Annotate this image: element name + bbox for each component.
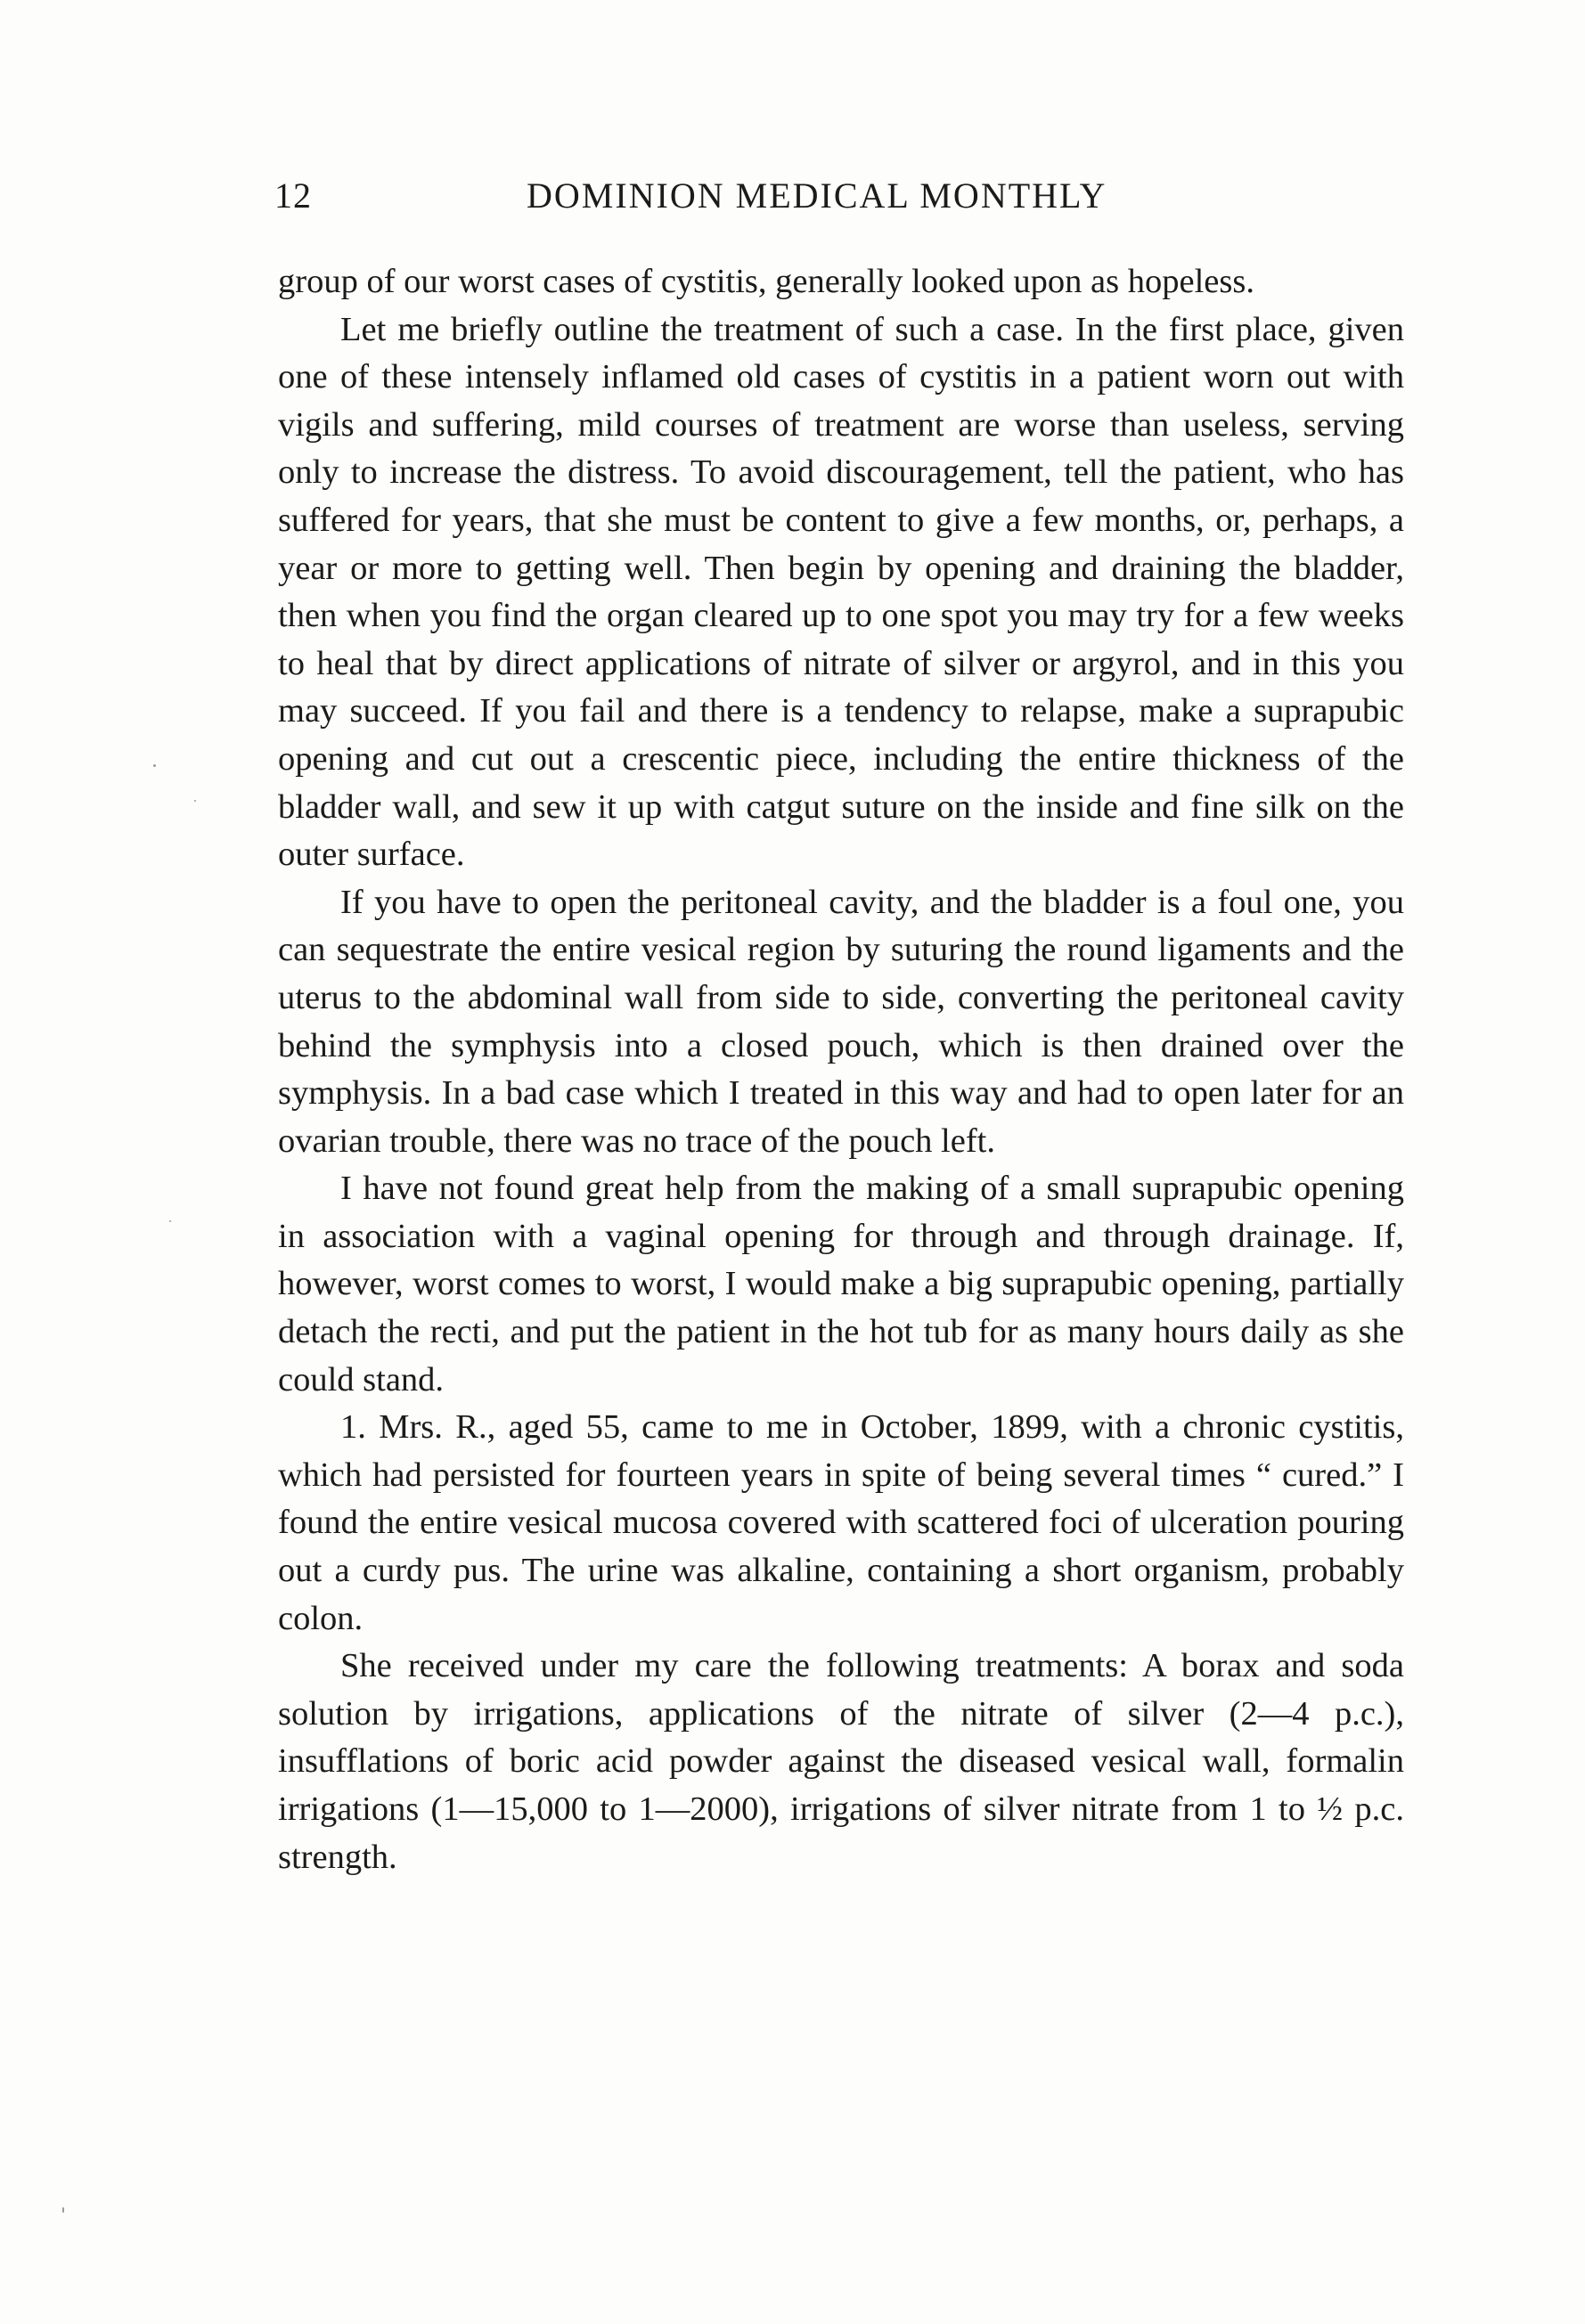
paragraph-continued: group of our worst cases of cystitis, generally looked upon as hopeless. [278,263,1254,300]
journal-title: DOMINION MEDICAL MONTHLY [527,175,1107,216]
paper-speck [62,2207,64,2213]
paper-speck [153,764,156,767]
paper-speck [169,1220,171,1222]
paragraph-treatments-received: She received under my care the following treatments: A borax and soda solution by irrigations, applications of the nitrate of silver (2—4 p.c.), insufflations of boric acid powder against the diseased vesical wall, formalin irrigations (1—15,000 to 1—2000), irrigations of silver nitrate from 1 to ½ p.c. strength. [278,1647,1404,1876]
paragraph-treatment-outline: Let me briefly outline the treatment of such a case. In the first place, given one of these intensely inflamed old cases of cystitis in a patient worn out with vigils and suffering, mild courses of treatment are worse than useless, serving only to increase the distress. To avoid discouragement, tell the patient, who has suffered for years, that she must be content to give a few months, or, perhaps, a year or more to getting well. Then begin by opening and draining the bladder, then when you find the organ cleared up to one spot you may try for a few weeks to heal that by direct applications of nitrate of silver or argyrol, and in this you may succeed. If you fail and there is a tendency to relapse, make a suprapubic opening and cut out a crescentic piece, including the entire thickness of the bladder wall, and sew it up with catgut suture on the inside and fine silk on the outer surface. [278,310,1404,874]
paragraph-peritoneal-cavity: If you have to open the peritoneal cavity, and the bladder is a foul one, you can sequestrate the entire vesical region by suturing the round ligaments and the uterus to the abdominal wall from side to side, converting the peritoneal cavity behind the symphysis into a closed pouch, which is then drained over the symphysis. In a bad case which I treated in this way and had to open later for an ovarian trouble, there was no trace of the pouch left. [278,883,1404,1160]
paper-speck [194,800,196,802]
paragraph-drainage: I have not found great help from the making of a small suprapubic opening in association with a vaginal opening for through and through drainage. If, however, worst comes to worst, I would make a big suprapubic opening, partially detach the recti, and put the patient in the hot tub for as many hours daily as she could stand. [278,1170,1404,1398]
article-body [278,258,1404,1881]
paragraph-case-one: 1. Mrs. R., aged 55, came to me in October, 1899, with a chronic cystitis, which had persisted for fourteen years in spite of being several times “ cured.” I found the entire vesical mucosa covered with scattered foci of ulceration pouring out a curdy pus. The urine was alkaline, containing a short organism, probably colon. [278,1408,1404,1637]
page-number: 12 [274,175,312,216]
running-head [274,175,1290,228]
